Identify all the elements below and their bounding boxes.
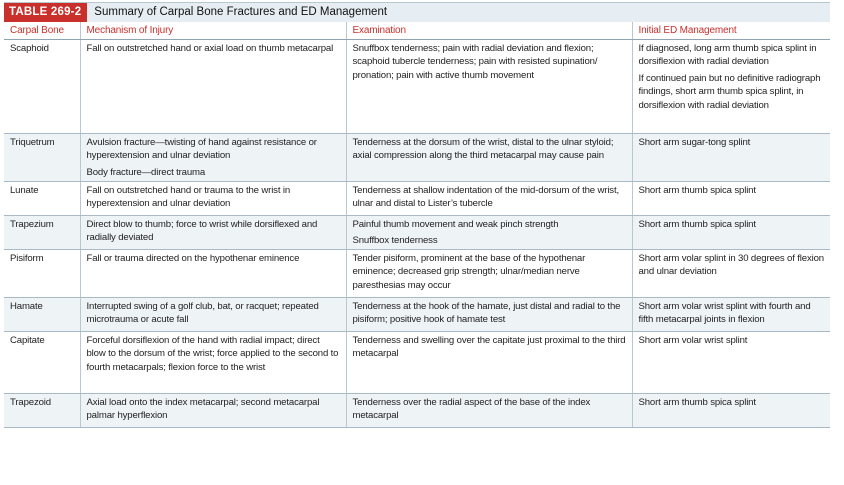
cell-examination bbox=[346, 182, 632, 216]
cell-mechanism-text: Fall on outstretched hand or trauma to the wrist in hyperextension and ulnar deviation bbox=[86, 185, 291, 210]
cell-management-text: Short arm thumb spica splint bbox=[638, 185, 756, 196]
cell-examination-text: Tenderness at the dorsum of the wrist, distal to the ulnar styloid; axial compression along the third metacarpal may cause pain bbox=[352, 137, 614, 162]
cell-mechanism-text: Direct blow to thumb; force to wrist while dorsiflexed and radially deviated bbox=[86, 219, 318, 244]
cell-management bbox=[632, 250, 830, 298]
cell-management bbox=[632, 134, 830, 182]
cell-management-text: Short arm volar wrist splint with fourth and fifth metacarpal joints in flexion bbox=[638, 301, 811, 326]
table-row bbox=[4, 394, 830, 428]
cell-mechanism-text: Avulsion fracture—twisting of hand against resistance or hyperextension and ulnar deviation bbox=[86, 137, 317, 162]
cell-mechanism-text: Fall on outstretched hand or axial load on thumb metacarpal bbox=[86, 43, 334, 54]
cell-mechanism bbox=[80, 332, 346, 394]
cell-management-text: Short arm sugar-tong splint bbox=[638, 137, 751, 148]
table-row bbox=[4, 40, 830, 134]
cell-examination-text: Tender pisiform, prominent at the base of the hypothenar eminence; decreased grip strength; ulnar/median nerve paresthesias may occur bbox=[352, 253, 586, 291]
cell-examination-text: Tenderness over the radial aspect of the base of the index metacarpal bbox=[352, 397, 591, 422]
cell-mechanism bbox=[80, 298, 346, 332]
cell-management-text: Short arm thumb spica splint bbox=[638, 397, 756, 408]
cell-examination bbox=[346, 216, 632, 250]
cell-carpal-bone: Trapezium bbox=[4, 216, 80, 250]
cell-carpal-bone: Lunate bbox=[4, 182, 80, 216]
cell-mechanism bbox=[80, 216, 346, 250]
cell-management-text: Short arm volar splint in 30 degrees of flexion and ulnar deviation bbox=[638, 253, 824, 278]
table-number-tag: TABLE 269-2 bbox=[4, 3, 87, 22]
cell-mechanism-text: Fall or trauma directed on the hypothenar eminence bbox=[86, 253, 300, 264]
cell-carpal-bone: Capitate bbox=[4, 332, 80, 394]
cell-management-text: Short arm volar wrist splint bbox=[638, 335, 748, 346]
cell-examination-text: Tenderness at the hook of the hamate, just distal and radial to the pisiform; positive hook of hamate test bbox=[352, 301, 621, 326]
cell-mechanism bbox=[80, 250, 346, 298]
cell-mechanism bbox=[80, 40, 346, 134]
cell-examination bbox=[346, 298, 632, 332]
cell-mechanism bbox=[80, 182, 346, 216]
cell-management bbox=[632, 40, 830, 134]
carpal-fracture-table bbox=[4, 2, 830, 428]
cell-management bbox=[632, 394, 830, 428]
cell-examination-text: Snuffbox tenderness; pain with radial deviation and flexion; scaphoid tubercle tenderness; pain with resisted supination/ pronation; pain with active thumb movement bbox=[352, 43, 598, 81]
header-mechanism: Mechanism of Injury bbox=[80, 22, 346, 40]
table-row bbox=[4, 216, 830, 250]
table-title-bar bbox=[4, 2, 830, 22]
header-examination: Examination bbox=[346, 22, 632, 40]
cell-carpal-bone: Pisiform bbox=[4, 250, 80, 298]
cell-mechanism-text: Interrupted swing of a golf club, bat, or racquet; repeated microtrauma or acute fall bbox=[86, 301, 319, 326]
header-carpal-bone: Carpal Bone bbox=[4, 22, 80, 40]
header-row bbox=[4, 22, 830, 40]
cell-examination-text: Tenderness and swelling over the capitate just proximal to the third metacarpal bbox=[352, 335, 626, 360]
table-row bbox=[4, 182, 830, 216]
cell-management-text: If diagnosed, long arm thumb spica splint in dorsiflexion with radial deviation bbox=[638, 43, 817, 68]
cell-examination bbox=[346, 250, 632, 298]
cell-carpal-bone: Trapezoid bbox=[4, 394, 80, 428]
header-management: Initial ED Management bbox=[632, 22, 830, 40]
table-title: Summary of Carpal Bone Fractures and ED Management bbox=[94, 6, 388, 18]
cell-carpal-bone: Hamate bbox=[4, 298, 80, 332]
table-row bbox=[4, 332, 830, 394]
data-table bbox=[4, 22, 830, 428]
cell-examination-text: Painful thumb movement and weak pinch strength bbox=[352, 219, 559, 230]
cell-management bbox=[632, 182, 830, 216]
cell-examination bbox=[346, 40, 632, 134]
cell-examination bbox=[346, 134, 632, 182]
cell-mechanism bbox=[80, 394, 346, 428]
cell-management bbox=[632, 298, 830, 332]
cell-examination bbox=[346, 394, 632, 428]
table-row bbox=[4, 298, 830, 332]
cell-examination-text: Tenderness at shallow indentation of the mid-dorsum of the wrist, ulnar and distal to Lister’s tubercle bbox=[352, 185, 619, 210]
cell-examination-text: Snuffbox tenderness bbox=[352, 235, 438, 247]
table-row bbox=[4, 250, 830, 298]
cell-management-text: If continued pain but no definitive radiograph findings, short arm thumb spica splint, in dorsiflexion with radial deviation bbox=[638, 72, 821, 111]
cell-carpal-bone: Scaphoid bbox=[4, 40, 80, 134]
cell-examination bbox=[346, 332, 632, 394]
cell-mechanism bbox=[80, 134, 346, 182]
cell-mechanism-text: Forceful dorsiflexion of the hand with radial impact; direct blow to the dorsum of the wrist; force applied to the second to fourth metacarpals; flexion force to the wrist bbox=[86, 335, 339, 373]
cell-management bbox=[632, 216, 830, 250]
cell-management-text: Short arm thumb spica splint bbox=[638, 219, 756, 230]
cell-carpal-bone: Triquetrum bbox=[4, 134, 80, 182]
cell-management bbox=[632, 332, 830, 394]
table-row bbox=[4, 134, 830, 182]
cell-mechanism-text: Body fracture—direct trauma bbox=[86, 166, 206, 178]
cell-mechanism-text: Axial load onto the index metacarpal; second metacarpal palmar hyperflexion bbox=[86, 397, 320, 422]
